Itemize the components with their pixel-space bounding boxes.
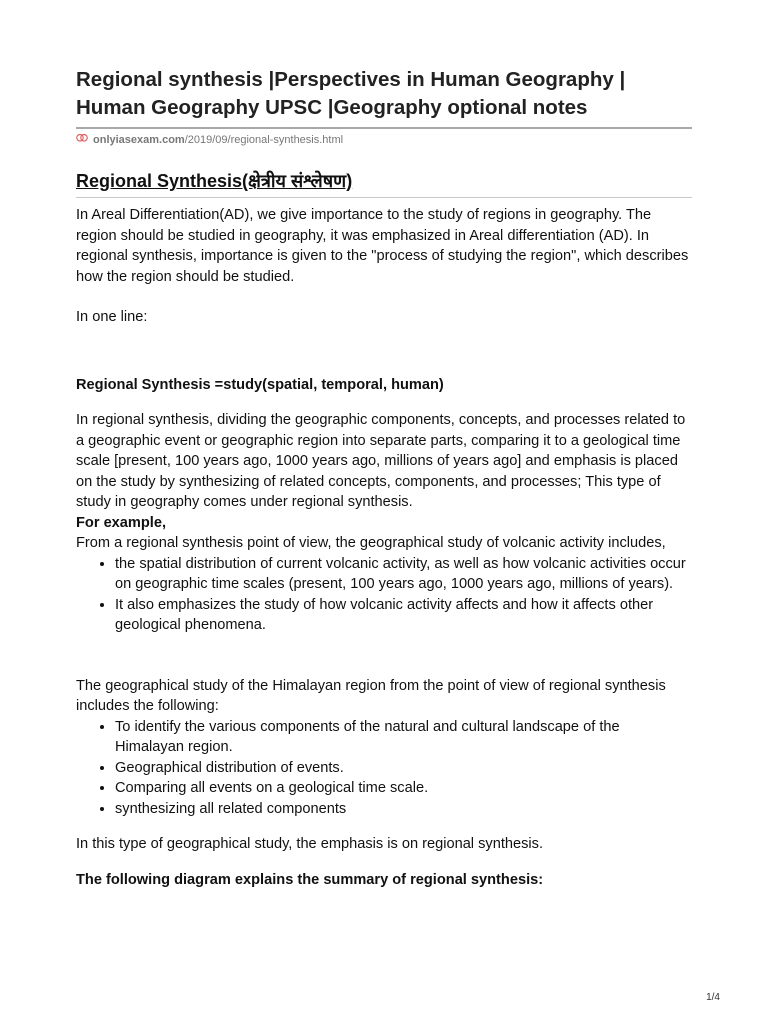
- volcanic-list: [76, 554, 692, 636]
- one-line-label: In one line:: [76, 309, 148, 325]
- list-item: • synthesizing all related components: [115, 799, 692, 820]
- list-item: • Comparing all events on a geological time scale.: [115, 778, 692, 799]
- intro-paragraph: In Areal Differentiation(AD), we give importance to the study of regions in geography. The region should be studied in geography, it was emphasized in Areal differentiation (AD). In regional synthesis, importance is given to the "process of studying the region", which describes how the region should be studied.: [76, 207, 689, 285]
- section-heading: Regional Synthesis(क्षेत्रीय संश्लेषण): [76, 171, 353, 191]
- link-icon: [76, 132, 88, 148]
- page-number: 1/4: [706, 992, 720, 1003]
- diagram-label: The following diagram explains the summary of regional synthesis:: [76, 871, 544, 888]
- formula-line: Regional Synthesis =study(spatial, temporal, human): [76, 376, 444, 393]
- source-domain: onlyiasexam.com: [93, 134, 185, 146]
- source-link[interactable]: [76, 132, 343, 148]
- himalayan-intro: The geographical study of the Himalayan region from the point of view of regional synthesis includes the following:: [76, 677, 666, 714]
- explanation-paragraph: In regional synthesis, dividing the geographic components, concepts, and processes related to a geographic event or geographic region into separate parts, comparing it to a geological time scale [present, 100 years ago, 1000 years ago, millions of years ago] and emphasis is placed on the study by synthesizing of related concepts, components, and processes; This type of study in geography comes under regional synthesis.: [76, 412, 686, 510]
- article-body: [76, 205, 692, 890]
- list-item: • To identify the various components of the natural and cultural landscape of the Himalayan region.: [115, 717, 692, 758]
- example-label: For example,: [76, 514, 167, 531]
- volcanic-intro: From a regional synthesis point of view, the geographical study of volcanic activity includes,: [76, 535, 666, 551]
- list-item: • the spatial distribution of current volcanic activity, as well as how volcanic activities occur on geographic time scales (present, 100 years ago, 1000 years ago, millions of years).: [115, 554, 692, 595]
- heading-divider: [76, 197, 692, 198]
- source-path: /2019/09/regional-synthesis.html: [184, 134, 344, 146]
- document-title: Regional synthesis |Perspectives in Human Geography | Human Geography UPSC |Geography optional notes: [76, 68, 626, 119]
- himalayan-list: [76, 717, 692, 820]
- list-item: • Geographical distribution of events.: [115, 758, 692, 779]
- emphasis-paragraph: In this type of geographical study, the emphasis is on regional synthesis.: [76, 836, 543, 852]
- list-item: • It also emphasizes the study of how volcanic activity affects and how it affects other geological phenomena.: [115, 595, 692, 636]
- title-divider: [76, 127, 692, 129]
